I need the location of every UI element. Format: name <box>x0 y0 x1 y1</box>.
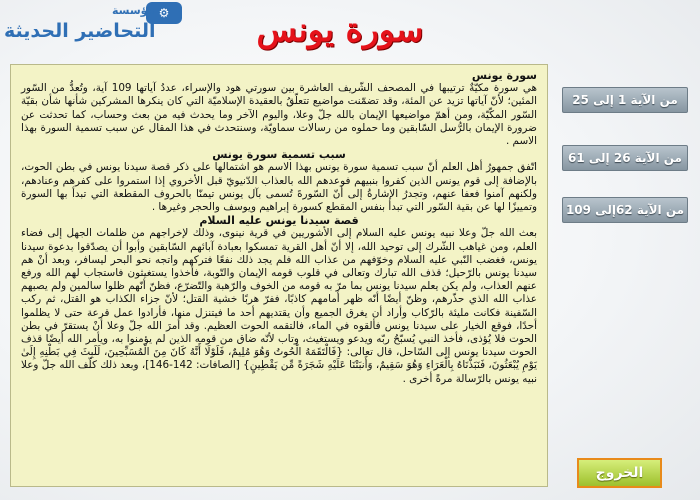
section-body-story: بعث الله جلّ وعلا نبيه يونس عليه السلام إلى الأشوريين في قرية نينوى، وذلك لإخراجهم من ظلمات الجهل إلى فضاء العلم، ومن غياهب الشّرك إلى توحيد الله، إلا أنّ أهل القرية تمسكوا بعبادة آبائهم السّابقين وأبوا أن يصدّقوا بدعوة سيدنا يونس، فغضب النّبي عليه السلام وخوّفهم من عذاب الله فلم يجد ذلك نفعًا فتركهم واتجه نحو البحر ليسافر، وبعد أنْ هم سيدنا يونس بالرّحيل؛ قذف الله تبارك وتعالى في قلوب قومه الإيمان والتّوبة، فأخذوا يستغيثون فاستجاب لهم الله ورفع عنهم العذاب، ولم يكن يعلم سيدنا يونس بما مرّ به قومه من الخوف والرّهبة والتّضرّع، فظنّ أنّهم ظلوا سالمين ولم يصبهم عذاب الله الذي حذّرهم، وظنّ أيضًا أنّه ظهر أمامهم كاذبًا، ففرّ هربًا خشية القتل؛ لأنّ جزاء الكذاب هو القتل، ثم ركب السّفينة فكانت مليئة بالرّكاب وأراد أن يغرق الجميع وأن يقتديهم أحد ما فيتنزل منها، فأرادوا عمل قرعة حتى لا يظلموا أحدًا، فوقع الخيار على سيدنا يونس فألقوه في الماء، فالتقمه الحوت العظيم. وقد أمرَ الله جلّ وعلا أنْ يستقرّ في بطن الحوت فلا يُؤذى، فأخذ النبي يُسبّحُ ربّه ويدعو ويستغيث، وتاب لأنّه ضاق من قومه الذين لم يؤمنوا به، ويأمر الله أيضًا قذف الحوت سيدنا يونس إلى السّاحل، قال تعالى: {فَالْتَقَمَهُ الْحُوتُ وَهُوَ مُلِيمٌ، فَلَوْلَا أَنَّهُ كَانَ مِنَ الْمُسَبِّحِينَ، لَلَبِثَ فِي بَطْنِهِ إِلَىٰ يَوْمِ يُبْعَثُونَ، فَنَبَذْنَاهُ بِالْعَرَاءِ وَهُوَ سَقِيمٌ، وَأَنبَتْنَا عَلَيْهِ شَجَرَةً مِّن يَقْطِينٍ} [الصافات: 142-146]، وبعد ذلك كلّف الله جلّ وعلا نبيه يونس بالرّسالة مرةً أخرى . <box>21 227 537 385</box>
section-heading-naming: سبب تسمية سورة يونس <box>212 148 346 162</box>
section-heading-intro: سورة يونس <box>471 69 537 82</box>
truck-icon: ⚙ <box>146 2 182 24</box>
section-body-intro: هي سورة مكيّةٌ ترتيبها في المصحف الشّريف العاشرة بين سورتي هود والإسراء، عددُ آياتها 109 آية، وتُعدُّ من السّور المئين؛ لأنّ آياتها تزيد عن المئة، وقد تضمّنت مواضيع تتعلّقُ بالعقيدة الإسلاميّة التي كان ينكرها المشركين شأنها شأن بقيّة السّور المكّيّة، ومن أهمّ مواضيعها الإيمان بالله جلّ وعلا، واليوم الآخر وما يحدث فيه من بعث وحساب، كما تحدثت عن ضرورة الإيمان بالرُّسل السّابقين وما حملوه من رسالات سماويّة، وسنتحدث في هذا المقال عن سبب تسمية السورة بهذا الاسم . <box>21 82 537 148</box>
section-body-naming: اتّفق جمهورُ أهل العلم أنّ سبب تسمية سورة يونس بهذا الاسم هو اشتمالها على ذكر قصة سيدنا يونس في بطن الحوت، بالإضافة إلى قوم يونس الذين كفروا بنبيهم فوعدهم الله بالعذاب الدّنيويّ قبل الأخروي إذا استمروا على كفرهم وعنادهم، ولكنهم آمنوا فعفا عنهم، وتجدرُ الإشارةُ إلى أنّ السّورةَ تُسمى بآل يونس تيمنّا بالحروف المقطعة التي تبدأ بها السورة وتمييزًا لها عن بقية السّور التي تبدأ بنفس المقطع كسورة إبراهيم ويوسف والحجر وغيرها . <box>21 161 537 214</box>
page-title: سورة يونس <box>256 10 424 49</box>
verses-62-109-button[interactable]: من الآية 62إلى 109 <box>562 197 688 223</box>
logo-small-text: مؤسسة <box>112 4 155 17</box>
logo-main-text: التحاضير الحديثة <box>4 20 156 42</box>
exit-button[interactable]: الخروج <box>577 458 662 488</box>
logo <box>4 2 182 46</box>
verses-26-61-button[interactable]: من الآية 26 إلى 61 <box>562 145 688 171</box>
verses-1-25-button[interactable]: من الآية 1 إلى 25 <box>562 87 688 113</box>
content-panel <box>10 64 548 487</box>
section-heading-story: قصة سيدنا يونس عليه السلام <box>199 214 359 228</box>
